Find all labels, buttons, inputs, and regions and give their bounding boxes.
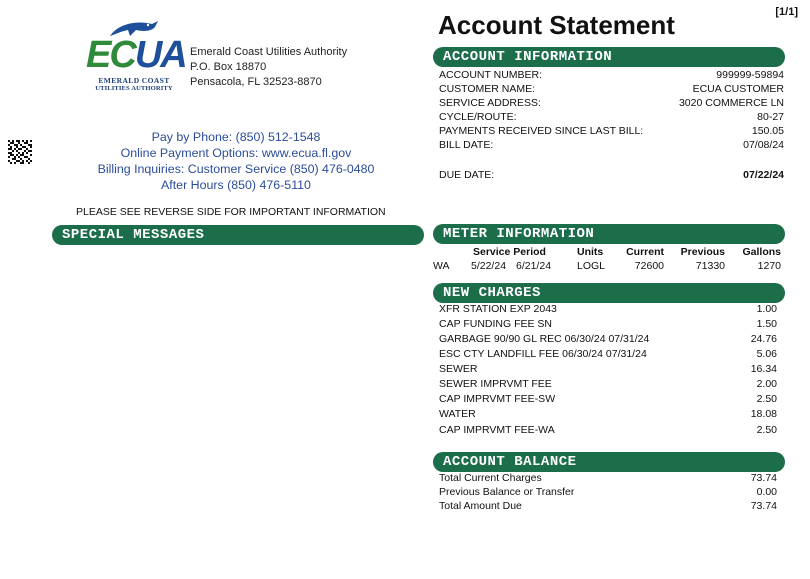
charge-label: XFR STATION EXP 2043: [439, 303, 557, 315]
meter-gallons: 1270: [757, 260, 781, 272]
col-current: Current: [626, 246, 664, 258]
balance-label: Previous Balance or Transfer: [439, 486, 575, 498]
meter-current: 72600: [634, 260, 664, 272]
info-label: BILL DATE:: [439, 139, 494, 151]
due-date-label: DUE DATE:: [439, 169, 495, 181]
charge-amount: 2.50: [756, 393, 777, 405]
meter-end-date: 6/21/24: [516, 260, 552, 272]
total-due-row: [439, 500, 777, 515]
after-hours: After Hours (850) 476-5110: [161, 178, 311, 192]
charge-amount: 2.00: [756, 378, 777, 390]
balance-row: [439, 486, 777, 501]
logo-letters: ECUA: [86, 34, 186, 76]
col-service-period: Service Period: [473, 246, 546, 258]
charge-label: CAP IMPRVMT FEE-WA: [439, 424, 555, 436]
charge-row: [439, 393, 777, 408]
meter-start-date: 5/22/24: [471, 260, 507, 272]
account-information-header: ACCOUNT INFORMATION: [433, 47, 785, 67]
balance-label: Total Current Charges: [439, 472, 542, 484]
total-due-label: Total Amount Due: [439, 500, 522, 512]
info-label: SERVICE ADDRESS:: [439, 97, 541, 109]
info-label: CUSTOMER NAME:: [439, 83, 536, 95]
charge-row: [439, 378, 777, 393]
info-value: ECUA CUSTOMER: [692, 83, 784, 95]
charge-row: [439, 408, 777, 423]
charge-label: GARBAGE 90/90 GL REC 06/30/24 07/31/24: [439, 333, 650, 345]
logo-line2: UTILITIES AUTHORITY: [95, 85, 173, 92]
charge-amount: 5.06: [756, 348, 777, 360]
charge-label: ESC CTY LANDFILL FEE 06/30/24 07/31/24: [439, 348, 647, 360]
info-value: 3020 COMMERCE LN: [678, 97, 784, 109]
pay-by-phone: Pay by Phone: (850) 512-1548: [151, 130, 321, 144]
info-label: PAYMENTS RECEIVED SINCE LAST BILL:: [439, 125, 644, 137]
logo-line1: EMERALD COAST: [98, 76, 170, 85]
charge-row: [439, 318, 777, 333]
charge-label: SEWER: [439, 363, 478, 375]
online-payment[interactable]: Online Payment Options: www.ecua.fl.gov: [120, 146, 352, 160]
city-line: Pensacola, FL 32523-8870: [190, 76, 322, 88]
balance-amount: 73.74: [750, 472, 777, 484]
charge-amount: 18.08: [750, 408, 777, 420]
col-previous: Previous: [680, 246, 725, 258]
info-value: 999999-59894: [716, 69, 784, 81]
charge-label: CAP IMPRVMT FEE-SW: [439, 393, 556, 405]
info-value: 07/08/24: [743, 139, 784, 151]
po-box: P.O. Box 18870: [190, 61, 267, 73]
balance-amount: 0.00: [756, 486, 777, 498]
charge-label: SEWER IMPRVMT FEE: [439, 378, 552, 390]
meter-information-header: METER INFORMATION: [433, 224, 785, 244]
charge-amount: 16.34: [750, 363, 777, 375]
charge-amount: 2.50: [756, 424, 777, 436]
due-date-value: 07/22/24: [743, 169, 784, 181]
meter-previous: 71330: [695, 260, 725, 272]
org-name: Emerald Coast Utilities Authority: [190, 46, 348, 58]
charge-amount: 1.00: [756, 303, 777, 315]
info-label: CYCLE/ROUTE:: [439, 111, 517, 123]
charge-amount: 24.76: [750, 333, 777, 345]
meter-units: LOGL: [577, 260, 606, 272]
info-label: ACCOUNT NUMBER:: [439, 69, 543, 81]
new-charges-header: NEW CHARGES: [433, 283, 785, 303]
charge-row: [439, 303, 777, 318]
col-units: Units: [577, 246, 604, 258]
charge-row: [439, 348, 777, 363]
special-messages-header: SPECIAL MESSAGES: [52, 225, 424, 245]
account-balance-header: ACCOUNT BALANCE: [433, 452, 785, 472]
total-due-amount: 73.74: [750, 500, 777, 512]
charge-row: [439, 333, 777, 348]
info-value: 80-27: [757, 111, 784, 123]
billing-inquiries: Billing Inquiries: Customer Service (850) 476-0480: [97, 162, 375, 176]
charge-row: [439, 363, 777, 378]
charge-label: WATER: [439, 408, 476, 420]
reverse-side-notice: PLEASE SEE REVERSE SIDE FOR IMPORTANT INFORMATION: [76, 206, 386, 218]
col-gallons: Gallons: [742, 246, 781, 258]
page-indicator: [1/1]: [775, 6, 798, 18]
balance-row: [439, 472, 777, 487]
charge-amount: 1.50: [756, 318, 777, 330]
info-value: 150.05: [751, 125, 784, 137]
page-title: Account Statement: [438, 10, 675, 40]
charge-label: CAP FUNDING FEE SN: [439, 318, 552, 330]
charge-row: [439, 424, 777, 439]
meter-service: WA: [433, 260, 450, 272]
